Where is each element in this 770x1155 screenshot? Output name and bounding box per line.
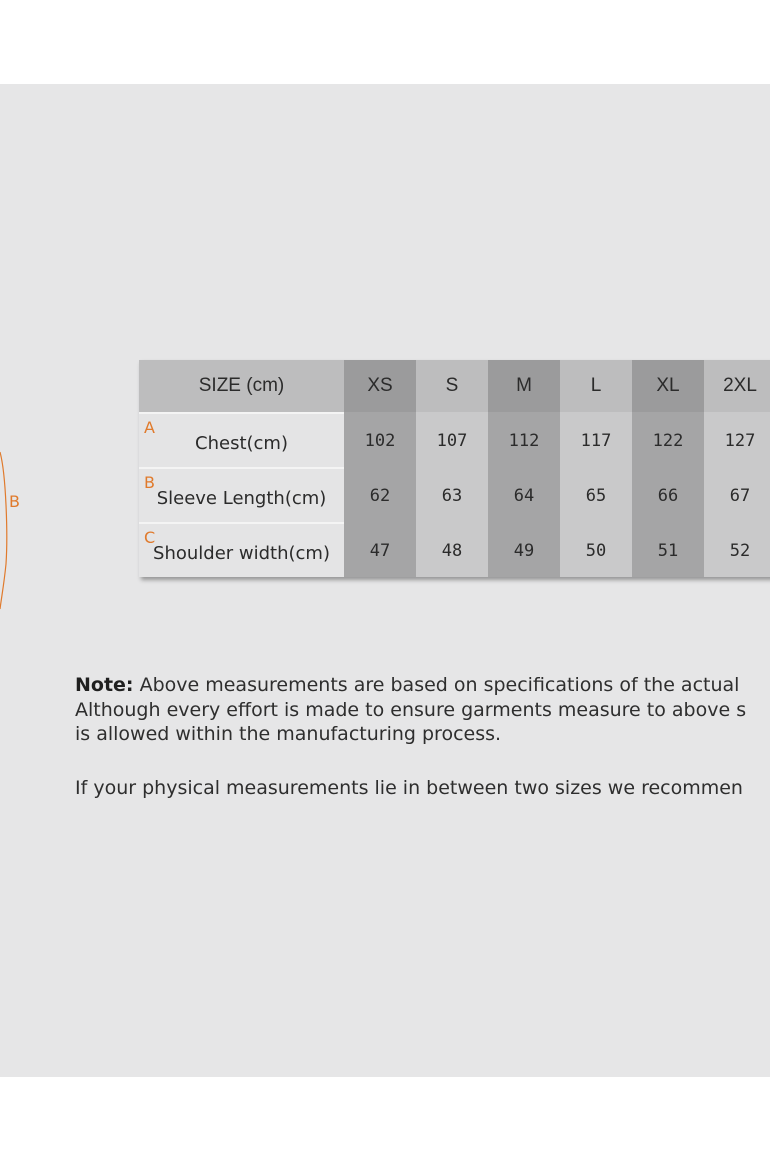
note-line [75,673,770,698]
note-line: is allowed within the manufacturing process. [75,723,502,745]
table-cell: 122 [632,412,704,467]
table-row-chest [139,412,770,467]
row-label [139,522,344,577]
table-cell: 107 [416,412,488,467]
size-table-header [139,360,770,412]
note-prefix: Note: [75,674,134,696]
measurement-note [75,673,770,800]
note-text: Above measurements are based on specifications of the actual [133,674,740,696]
row-letter: B [144,473,155,492]
recommendation-line: If your physical measurements lie in between two sizes we recommen [75,776,743,799]
table-cell: 67 [704,467,770,522]
size-header-l: L [560,360,632,412]
size-header-xl: XL [632,360,704,412]
table-cell: 64 [488,467,560,522]
diagram-label-b: B [9,492,20,511]
table-row-shoulder [139,522,770,577]
table-cell: 65 [560,467,632,522]
table-cell: 50 [560,522,632,577]
table-cell: 63 [416,467,488,522]
table-cell: 51 [632,522,704,577]
row-label-text: Shoulder width(cm) [153,543,330,564]
size-header-xs: XS [344,360,416,412]
table-cell: 49 [488,522,560,577]
size-header-label: SIZE (cm) [139,360,344,412]
table-cell: 112 [488,412,560,467]
row-label-text: Chest(cm) [195,433,288,454]
table-cell: 102 [344,412,416,467]
size-header-2xl: 2XL [704,360,770,412]
garment-diagram [0,84,60,1077]
table-cell: 66 [632,467,704,522]
table-cell: 52 [704,522,770,577]
table-cell: 127 [704,412,770,467]
table-cell: 117 [560,412,632,467]
row-letter: C [144,528,156,547]
note-line: Although every effort is made to ensure garments measure to above s [75,698,747,721]
size-header-s: S [416,360,488,412]
row-label [139,412,344,467]
size-table [139,360,770,577]
table-cell: 62 [344,467,416,522]
row-label [139,467,344,522]
size-guide-panel [0,84,770,1077]
table-cell: 48 [416,522,488,577]
table-cell: 47 [344,522,416,577]
size-header-m: M [488,360,560,412]
row-label-text: Sleeve Length(cm) [156,488,327,509]
sleeve-curve [0,84,60,1077]
row-letter: A [144,418,155,437]
table-row-sleeve [139,467,770,522]
